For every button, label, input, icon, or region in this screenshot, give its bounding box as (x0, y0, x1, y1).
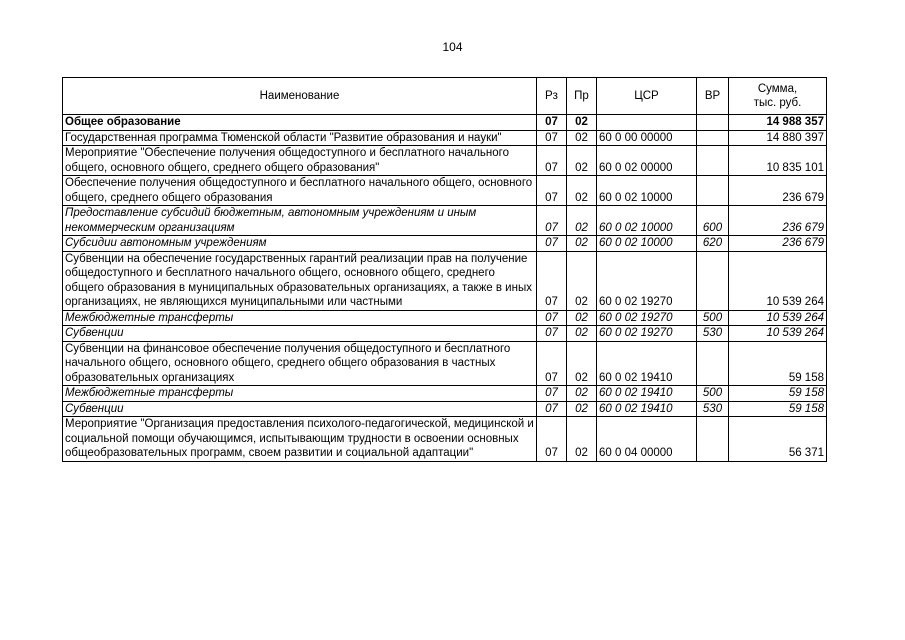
cell-name: Субвенции на обеспечение государственных гарантий реализации прав на получение общедоступного и бесплатного начального общего, основного общего, среднего общего образования в муниципальных образовательных организациях, а также в иных организациях, не являющихся муниципальными или частными (63, 251, 537, 310)
cell-vr (697, 130, 729, 146)
cell-pr: 02 (567, 386, 597, 402)
table-row (63, 206, 827, 236)
table-row (63, 251, 827, 310)
cell-name: Общее образование (63, 115, 537, 131)
table-body (63, 115, 827, 462)
cell-name: Предоставление субсидий бюджетным, автономным учреждениям и иным некоммерческим организациям (63, 206, 537, 236)
cell-rz: 07 (537, 236, 567, 252)
cell-vr: 530 (697, 326, 729, 342)
cell-sum: 236 679 (729, 176, 827, 206)
table-row (63, 401, 827, 417)
cell-name: Межбюджетные трансферты (63, 310, 537, 326)
cell-pr: 02 (567, 251, 597, 310)
cell-pr: 02 (567, 146, 597, 176)
table-row (63, 310, 827, 326)
cell-rz: 07 (537, 146, 567, 176)
cell-rz: 07 (537, 251, 567, 310)
header-csr: ЦСР (597, 78, 697, 115)
cell-vr (697, 251, 729, 310)
cell-pr: 02 (567, 115, 597, 131)
header-sum-line1: Сумма, (757, 82, 798, 95)
cell-csr: 60 0 00 00000 (597, 130, 697, 146)
cell-sum: 14 988 357 (729, 115, 827, 131)
cell-csr: 60 0 02 19270 (597, 326, 697, 342)
cell-vr: 620 (697, 236, 729, 252)
table-row (63, 341, 827, 386)
cell-sum: 14 880 397 (729, 130, 827, 146)
table-row (63, 236, 827, 252)
cell-rz: 07 (537, 326, 567, 342)
cell-csr: 60 0 02 00000 (597, 146, 697, 176)
cell-rz: 07 (537, 310, 567, 326)
cell-pr: 02 (567, 206, 597, 236)
cell-vr (697, 146, 729, 176)
cell-csr: 60 0 04 00000 (597, 417, 697, 462)
cell-vr: 600 (697, 206, 729, 236)
cell-csr: 60 0 02 19410 (597, 386, 697, 402)
header-rz: Рз (537, 78, 567, 115)
cell-rz: 07 (537, 176, 567, 206)
header-sum-line2: тыс. руб. (753, 97, 802, 109)
cell-name: Мероприятие "Обеспечение получения общедоступного и бесплатного начального общего, основного общего, среднего общего образования" (63, 146, 537, 176)
cell-vr (697, 417, 729, 462)
cell-name: Субсидии автономным учреждениям (63, 236, 537, 252)
cell-csr: 60 0 02 10000 (597, 236, 697, 252)
cell-csr: 60 0 02 19270 (597, 310, 697, 326)
cell-vr (697, 341, 729, 386)
cell-rz: 07 (537, 115, 567, 131)
cell-pr: 02 (567, 326, 597, 342)
cell-rz: 07 (537, 206, 567, 236)
cell-pr: 02 (567, 236, 597, 252)
cell-csr: 60 0 02 10000 (597, 176, 697, 206)
table-row (63, 115, 827, 131)
page-number: 104 (442, 40, 463, 54)
budget-table (62, 77, 827, 462)
cell-pr: 02 (567, 130, 597, 146)
cell-pr: 02 (567, 417, 597, 462)
table-row (63, 176, 827, 206)
table-header-row (63, 78, 827, 115)
table-row (63, 326, 827, 342)
cell-vr: 500 (697, 386, 729, 402)
cell-sum: 59 158 (729, 401, 827, 417)
header-sum (729, 78, 827, 115)
cell-csr: 60 0 02 10000 (597, 206, 697, 236)
cell-name: Межбюджетные трансферты (63, 386, 537, 402)
cell-sum: 10 835 101 (729, 146, 827, 176)
cell-pr: 02 (567, 310, 597, 326)
cell-sum: 10 539 264 (729, 326, 827, 342)
cell-sum: 56 371 (729, 417, 827, 462)
cell-sum: 59 158 (729, 341, 827, 386)
cell-pr: 02 (567, 176, 597, 206)
header-pr: Пр (567, 78, 597, 115)
cell-vr (697, 115, 729, 131)
cell-sum: 236 679 (729, 236, 827, 252)
cell-name: Субвенции на финансовое обеспечение получения общедоступного и бесплатного начального общего, основного общего, среднего общего образования в частных образовательных организациях (63, 341, 537, 386)
cell-rz: 07 (537, 341, 567, 386)
cell-pr: 02 (567, 401, 597, 417)
table-row (63, 130, 827, 146)
cell-vr: 500 (697, 310, 729, 326)
cell-rz: 07 (537, 130, 567, 146)
table-row (63, 386, 827, 402)
cell-rz: 07 (537, 386, 567, 402)
table-row (63, 417, 827, 462)
cell-name: Мероприятие "Организация предоставления психолого-педагогической, медицинской и социальной помощи обучающимся, испытывающим трудности в освоении основных общеобразовательных программ, своем развитии и социальной адаптации" (63, 417, 537, 462)
cell-name: Субвенции (63, 326, 537, 342)
cell-vr (697, 176, 729, 206)
cell-name: Государственная программа Тюменской области "Развитие образования и науки" (63, 130, 537, 146)
header-vr: ВР (697, 78, 729, 115)
cell-csr: 60 0 02 19410 (597, 401, 697, 417)
cell-name: Субвенции (63, 401, 537, 417)
header-name: Наименование (63, 78, 537, 115)
cell-sum: 59 158 (729, 386, 827, 402)
cell-sum: 10 539 264 (729, 310, 827, 326)
cell-sum: 236 679 (729, 206, 827, 236)
table-row (63, 146, 827, 176)
cell-rz: 07 (537, 401, 567, 417)
cell-name: Обеспечение получения общедоступного и бесплатного начального общего, основного общего, среднего общего образования (63, 176, 537, 206)
cell-vr: 530 (697, 401, 729, 417)
cell-rz: 07 (537, 417, 567, 462)
cell-pr: 02 (567, 341, 597, 386)
cell-csr: 60 0 02 19270 (597, 251, 697, 310)
cell-csr: 60 0 02 19410 (597, 341, 697, 386)
cell-sum: 10 539 264 (729, 251, 827, 310)
cell-csr (597, 115, 697, 131)
